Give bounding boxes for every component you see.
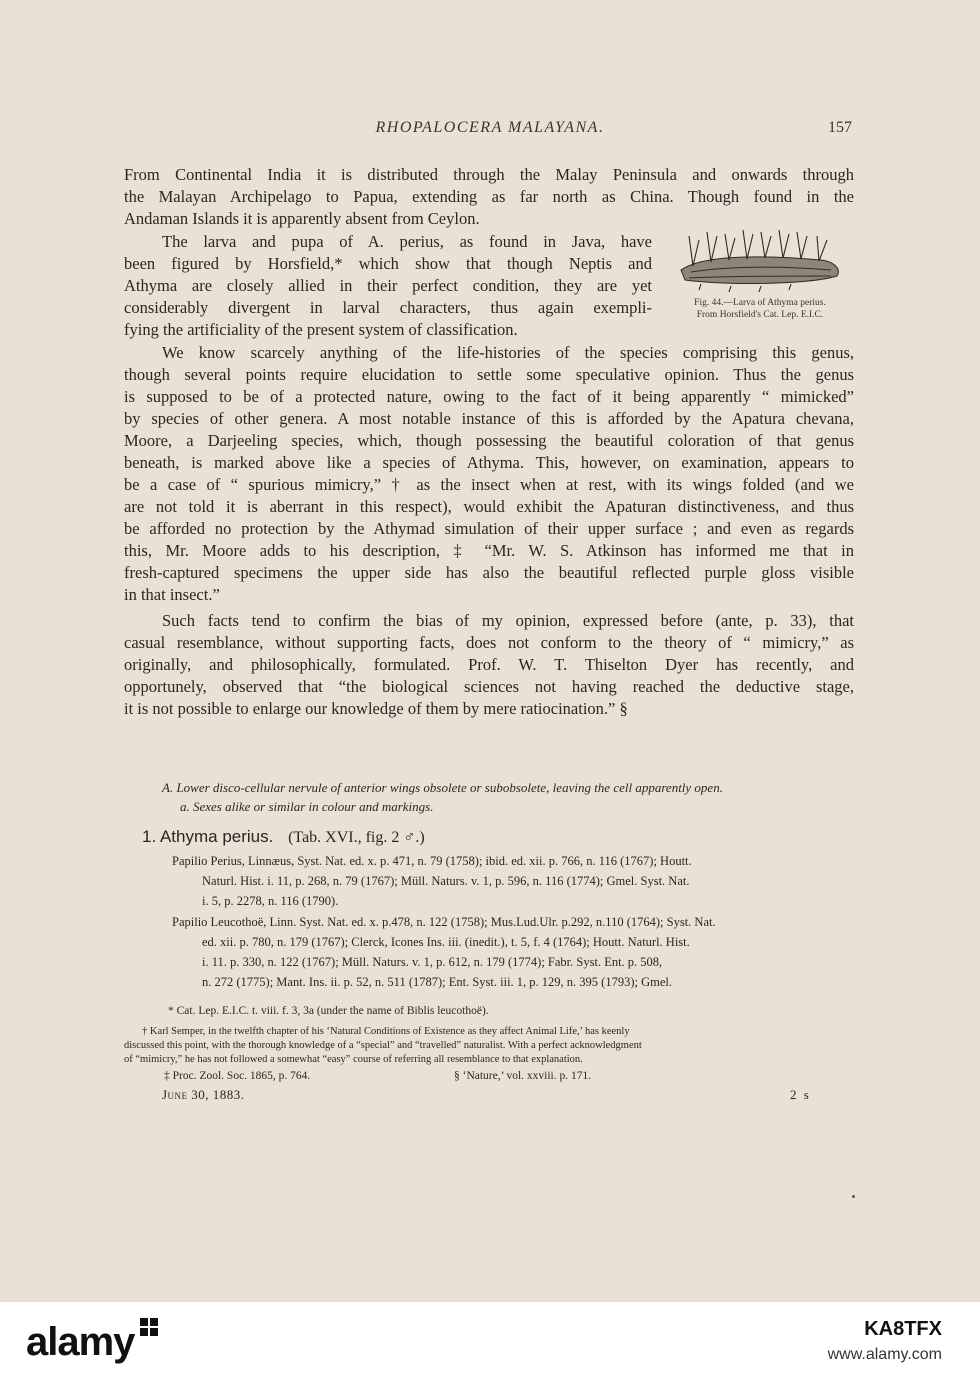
text-line: been figured by Horsfield,* which show that though Neptis and (124, 254, 652, 273)
text-line: From Continental India it is distributed through the Malay Peninsula and onwards through (124, 165, 854, 184)
synonymy-line: ed. xii. p. 780, n. 179 (1767); Clerck, Icones Ins. iii. (inedit.), t. 5, f. 4 (1764); Houtt. Naturl. Hist. (202, 935, 690, 949)
text-line: is supposed to be of a protected nature, owing to the fact of it being apparently “ mimicked” (124, 387, 854, 406)
synonymy-line: n. 272 (1775); Mant. Ins. ii. p. 52, n. 511 (1787); Ent. Syst. iii. 1, p. 129, n. 395 (1793); Gmel. (202, 975, 673, 989)
image-id: KA8TFX (864, 1318, 942, 1340)
key-line-a: A. Lower disco-cellular nervule of anterior wings obsolete or subobsolete, leaving the cell apparently open. (162, 780, 723, 795)
figure-caption: Fig. 44.—Larva of Athyma perius. (694, 298, 826, 308)
text-line: by species of other genera. A most notable instance of this is afforded by the Apatura chevana, (124, 409, 854, 428)
synonymy-line: Naturl. Hist. i. 11, p. 268, n. 79 (1767); Müll. Naturs. v. 1, p. 596, n. 116 (1774); Gmel. Syst. Nat. (202, 874, 690, 888)
text-line: are not told it is aberrant in this respect), would exhibit the Apaturan distinctiveness, and thus (124, 497, 854, 516)
text-line: this, Mr. Moore adds to his description, ‡ “Mr. W. S. Atkinson has informed me that in (124, 541, 854, 560)
footnote-section: § ‘Nature,’ vol. xxviii. p. 171. (454, 1070, 592, 1082)
logo-mark-icon (140, 1318, 158, 1336)
larva-illustration (671, 226, 847, 294)
text-line: fying the artificiality of the present system of classification. (124, 320, 518, 339)
text-line: in that insect.” (124, 585, 220, 604)
text-line: beneath, is marked above like a species of Athyma. This, however, on examination, appears to (124, 453, 854, 472)
text-line: Such facts tend to confirm the bias of my opinion, expressed before (ante, p. 33), that (162, 611, 854, 630)
text-line: be afforded no protection by the Athymad simulation of their upper surface ; and even as regards (124, 519, 854, 538)
footnote-double-dagger: ‡ Proc. Zool. Soc. 1865, p. 764. (164, 1070, 311, 1082)
synonymy-line: Papilio Leucothoë, Linn. Syst. Nat. ed. x. p.478, n. 122 (1758); Mus.Lud.Ulr. p.292, n.110 (1764); Syst. Nat. (172, 915, 716, 929)
text-line: it is not possible to enlarge our knowledge of them by mere ratiocination.” § (124, 699, 628, 718)
text-line: casual resemblance, without supporting facts, does not conform to the theory of “ mimicry,” as (124, 633, 854, 652)
text-line: Moore, a Darjeeling species, which, though possessing the beautiful coloration of that genus (124, 431, 854, 450)
text-line: originally, and philosophically, formulated. Prof. W. T. Thiselton Dyer has recently, and (124, 655, 854, 674)
species-heading (142, 827, 425, 847)
text-line: Andaman Islands it is apparently absent from Ceylon. (124, 209, 480, 228)
text-line: considerably divergent in larval characters, thus again exempli- (124, 298, 652, 317)
text-line: though several points require elucidation to settle some speculative opinion. Thus the genus (124, 365, 854, 384)
site-url: www.alamy.com (827, 1346, 942, 1363)
text-line: opportunely, observed that “the biological sciences not having reached the deductive stage, (124, 677, 854, 696)
page-number: 157 (828, 119, 852, 136)
species-name: 1. Athyma perius. (142, 827, 274, 846)
text-line: be a case of “ spurious mimicry,” † as the insect when at rest, with its wings folded (and we (124, 475, 854, 494)
footnote-dagger: † Karl Semper, in the twelfth chapter of his ‘Natural Conditions of Existence as they affect Animal Life,’ has keenly (142, 1026, 630, 1037)
key-line-b: a. Sexes alike or similar in colour and markings. (180, 799, 434, 814)
text-line: We know scarcely anything of the life-histories of the species comprising this genus, (162, 343, 854, 362)
footnote-dagger-cont: of “mimicry,” he has not followed a somewhat “easy” course of referring all resemblance to that explanation. (124, 1054, 583, 1065)
footnote-dagger-cont: discussed this point, with the thorough knowledge of a “special” and “travelled” naturalist. With a perfect acknowledgment (124, 1040, 642, 1051)
plate-reference: (Tab. XVI., fig. 2 ♂.) (288, 829, 425, 846)
figure-source: From Horsfield's Cat. Lep. E.I.C. (696, 310, 824, 320)
alamy-logo: alamy (26, 1320, 135, 1364)
synonymy-line: i. 11. p. 330, n. 122 (1767); Müll. Naturs. v. 1, p. 612, n. 179 (1774); Fabr. Syst. Ent. p. 508, (202, 955, 663, 969)
paper-speck (852, 1195, 855, 1198)
synonymy-line: Papilio Perius, Linnæus, Syst. Nat. ed. x. p. 471, n. 79 (1758); ibid. ed. xii. p. 766, n. 116 (1767); Houtt. (172, 854, 692, 868)
text-line: Athyma are closely allied in their perfect condition, they are yet (124, 276, 652, 295)
running-title: RHOPALOCERA MALAYANA. (375, 119, 605, 136)
text-line: fresh-captured specimens the upper side has also the beautiful reflected purple gloss visible (124, 563, 854, 582)
text-line: the Malayan Archipelago to Papua, extending as far north as China. Though found in the (124, 187, 854, 206)
text-line: The larva and pupa of A. perius, as found in Java, have (162, 232, 652, 251)
figure-larva (663, 226, 857, 322)
footnote-star: * Cat. Lep. E.I.C. t. viii. f. 3, 3a (under the name of Biblis leucothoë). (168, 1005, 489, 1017)
synonymy-line: i. 5, p. 2278, n. 116 (1790). (202, 894, 339, 908)
publication-date: June 30, 1883. (162, 1087, 245, 1102)
signature-mark: 2 s (790, 1087, 811, 1102)
